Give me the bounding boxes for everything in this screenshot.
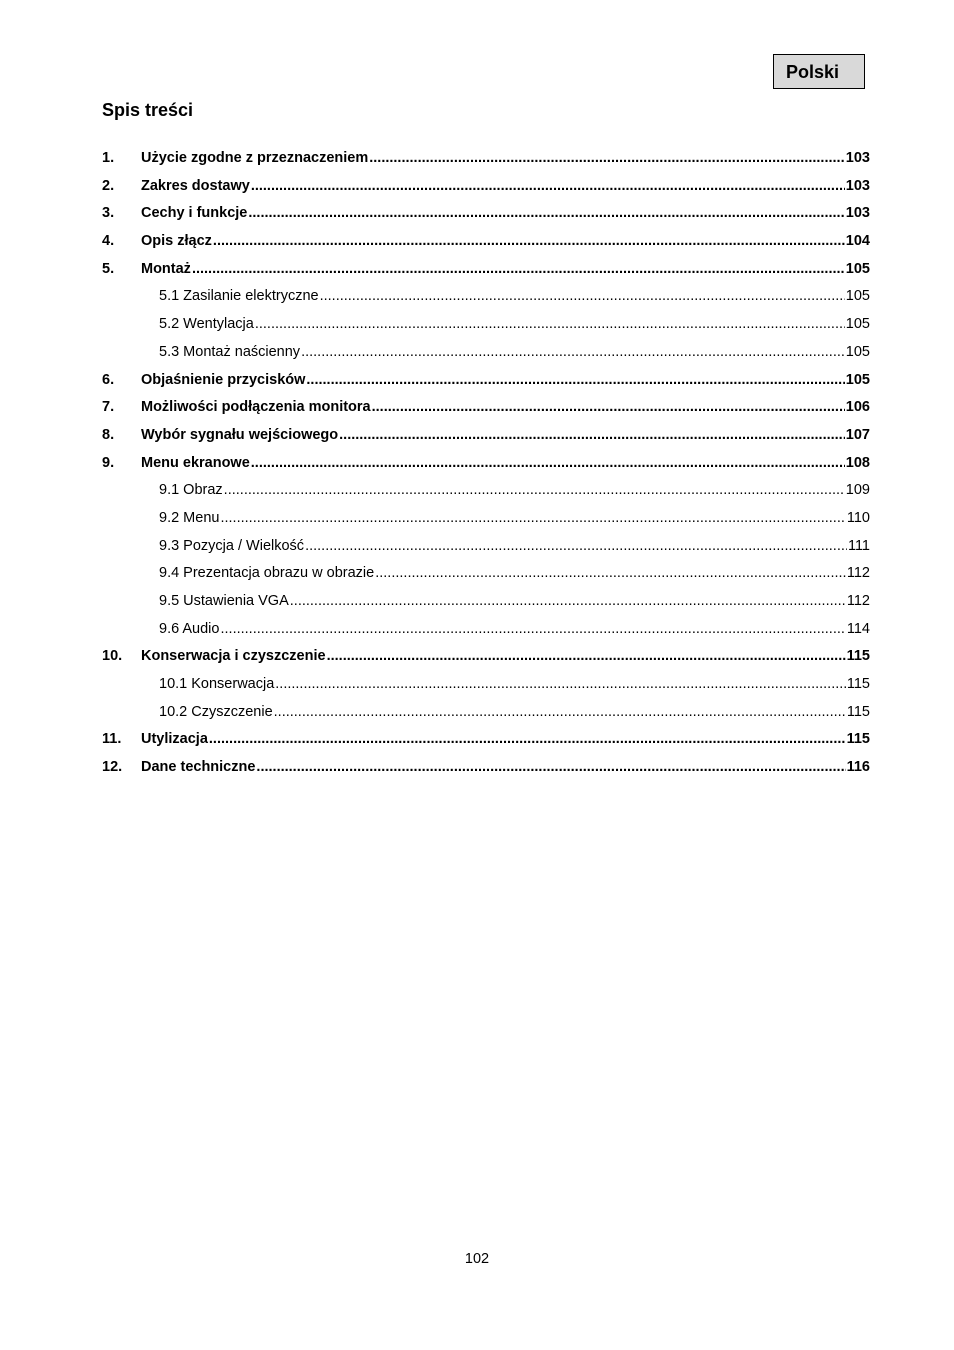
toc-entry-label: 9.1 Obraz xyxy=(159,482,223,499)
dot-leader xyxy=(213,233,845,249)
toc-subentry[interactable] xyxy=(102,538,870,566)
dot-leader xyxy=(301,344,845,360)
toc-title: Spis treści xyxy=(102,100,194,120)
dot-leader xyxy=(251,178,845,194)
toc-entry[interactable] xyxy=(102,427,870,455)
toc-entry[interactable] xyxy=(102,261,870,289)
toc-entry[interactable] xyxy=(102,759,870,787)
toc-entry-page: 105 xyxy=(845,288,870,305)
dot-leader xyxy=(251,455,845,471)
toc-entry-page: 111 xyxy=(847,537,870,554)
dot-leader xyxy=(306,372,844,388)
dot-leader xyxy=(327,648,846,664)
dot-leader xyxy=(209,731,846,747)
toc-subentry[interactable] xyxy=(102,593,870,621)
toc-entry-number: 7. xyxy=(102,399,115,416)
toc-entry-page: 105 xyxy=(845,316,870,333)
toc-subentry[interactable] xyxy=(102,288,870,316)
toc-entry-number: 3. xyxy=(102,205,115,222)
toc-entry-label: Możliwości podłączenia monitora xyxy=(141,399,371,416)
toc-entry-page: 105 xyxy=(845,260,870,277)
toc-entry-page: 115 xyxy=(846,731,870,748)
toc-subentry[interactable] xyxy=(102,704,870,732)
toc-entry-page: 116 xyxy=(846,759,870,776)
toc-entry-page: 103 xyxy=(845,177,870,194)
toc-entry[interactable] xyxy=(102,150,870,178)
toc-entry-page: 115 xyxy=(846,703,870,720)
dot-leader xyxy=(248,205,844,221)
toc-entry-number: 2. xyxy=(102,177,115,194)
toc-entry-page: 103 xyxy=(845,205,870,222)
dot-leader xyxy=(255,316,845,332)
toc-entry-label: Zakres dostawy xyxy=(141,177,250,194)
toc-entry-label: Utylizacja xyxy=(141,731,208,748)
toc-entry-page: 112 xyxy=(846,565,870,582)
toc-entry-number: 9. xyxy=(102,454,115,471)
toc-subentry[interactable] xyxy=(102,565,870,593)
toc-entry-label: 5.1 Zasilanie elektryczne xyxy=(159,288,319,305)
toc-entry[interactable] xyxy=(102,731,870,759)
toc-entry-label: Opis złącz xyxy=(141,233,212,250)
toc-entry-number: 5. xyxy=(102,260,115,277)
toc-entry-page: 105 xyxy=(845,371,870,388)
dot-leader xyxy=(305,538,847,554)
toc-entry[interactable] xyxy=(102,205,870,233)
toc-entry-label: 9.3 Pozycja / Wielkość xyxy=(159,537,305,554)
dot-leader xyxy=(274,704,846,720)
dot-leader xyxy=(369,150,845,166)
dot-leader xyxy=(290,593,846,609)
toc-entry-page: 107 xyxy=(845,426,870,443)
toc-entry-number: 4. xyxy=(102,233,115,250)
toc-entry-label: 10.2 Czyszczenie xyxy=(159,703,273,720)
toc-entry-label: 5.2 Wentylacja xyxy=(159,316,254,333)
toc-entry-number: 6. xyxy=(102,371,115,388)
toc-entry-label: 9.5 Ustawienia VGA xyxy=(159,593,289,609)
toc-entry-number: 10. xyxy=(102,648,123,665)
dot-leader xyxy=(375,565,846,581)
dot-leader xyxy=(339,427,845,443)
toc-entry-label: Montaż xyxy=(141,260,191,277)
toc-entry-page: 115 xyxy=(846,648,870,665)
toc-subentry[interactable] xyxy=(102,316,870,344)
toc-entry-label: 10.1 Konserwacja xyxy=(159,676,275,693)
toc-entry-page: 106 xyxy=(845,399,870,416)
toc-entry-page: 108 xyxy=(845,454,870,471)
dot-leader xyxy=(224,482,845,498)
toc-entry-label: Użycie zgodne z przeznaczeniem xyxy=(141,150,369,166)
toc-entry-number: 11. xyxy=(102,731,122,748)
toc-entry-label: Wybór sygnału wejściowego xyxy=(141,426,339,443)
table-of-contents xyxy=(102,150,870,787)
dot-leader xyxy=(372,399,845,415)
toc-entry-label: 9.2 Menu xyxy=(159,509,220,526)
dot-leader xyxy=(320,288,845,304)
toc-entry-number: 1. xyxy=(102,150,115,166)
toc-subentry[interactable] xyxy=(102,621,870,649)
dot-leader xyxy=(192,261,845,277)
language-tab: Polski xyxy=(773,54,865,89)
toc-entry-page: 115 xyxy=(846,676,870,693)
toc-entry-label: Menu ekranowe xyxy=(141,454,250,471)
toc-entry[interactable] xyxy=(102,399,870,427)
dot-leader xyxy=(220,510,845,526)
toc-entry-label: 5.3 Montaż naścienny xyxy=(159,343,301,360)
toc-subentry[interactable] xyxy=(102,510,870,538)
toc-entry[interactable] xyxy=(102,372,870,400)
toc-entry[interactable] xyxy=(102,178,870,206)
toc-entry-page: 114 xyxy=(846,620,870,637)
toc-entry[interactable] xyxy=(102,455,870,483)
toc-entry-page: 105 xyxy=(845,343,870,360)
toc-entry-page: 103 xyxy=(845,150,870,166)
toc-entry-label: Cechy i funkcje xyxy=(141,205,248,222)
toc-subentry[interactable] xyxy=(102,344,870,372)
toc-entry-label: 9.6 Audio xyxy=(159,620,220,637)
toc-entry-label: Konserwacja i czyszczenie xyxy=(141,648,326,665)
toc-entry[interactable] xyxy=(102,233,870,261)
toc-entry[interactable] xyxy=(102,648,870,676)
toc-entry-page: 112 xyxy=(846,593,870,609)
toc-entry-label: Objaśnienie przycisków xyxy=(141,371,306,388)
toc-entry-label: Dane techniczne xyxy=(141,759,256,776)
toc-entry-page: 110 xyxy=(846,509,870,526)
toc-entry-page: 104 xyxy=(845,233,870,250)
toc-entry-number: 8. xyxy=(102,426,115,443)
toc-entry-page: 109 xyxy=(845,482,870,499)
dot-leader xyxy=(256,759,845,775)
dot-leader xyxy=(220,621,845,637)
page-number: 102 xyxy=(464,1251,490,1267)
toc-entry-number: 12. xyxy=(102,759,123,776)
toc-subentry[interactable] xyxy=(102,482,870,510)
toc-entry-label: 9.4 Prezentacja obrazu w obrazie xyxy=(159,565,375,582)
dot-leader xyxy=(275,676,846,692)
toc-subentry[interactable] xyxy=(102,676,870,704)
